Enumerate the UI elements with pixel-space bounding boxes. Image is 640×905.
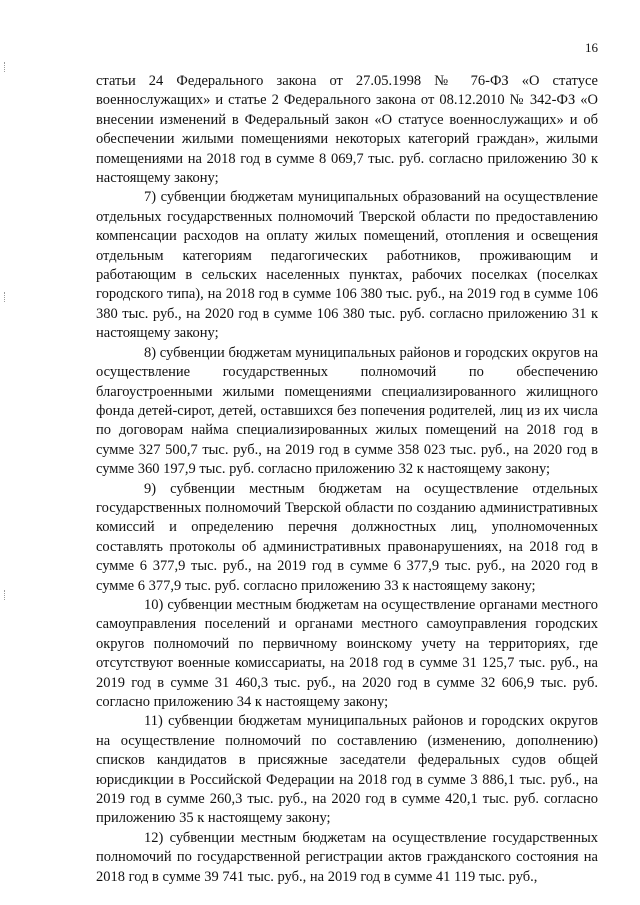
paragraph-item-7: 7) субвенции бюджетам муниципальных образований на осуществление отдельных государственных полномочий Тверской области по предоставлению компенсации расходов на оплату жилых помещений, отопления и освещения отдельным категориям педагогических работников, проживающим и работающим в сельских населенных пунктах, рабочих поселках (поселках городского типа), на 2018 год в сумме 106 380 тыс. руб., на 2019 год в сумме 106 380 тыс. руб., на 2020 год в сумме 106 380 тыс. руб. согласно приложению 31 к настоящему закону; (96, 189, 598, 342)
page-number: 16 (585, 40, 598, 55)
paragraph-continuation: статьи 24 Федерального закона от 27.05.1998 № 76-ФЗ «О статусе военнослужащих» и статье 2 Федерального закона от 08.12.2010 № 342-ФЗ «О внесении изменений в Федеральный закон «О статусе военнослужащих» и об обеспечении жилыми помещениями некоторых категорий граждан», жилыми помещениями на 2018 год в сумме 8 069,7 тыс. руб. согласно приложению 30 к настоящему закону; (96, 73, 598, 187)
paragraph-item-10: 10) субвенции местным бюджетам на осуществление органами местного самоуправления поселений и органами местного самоуправления городских округов полномочий по первичному воинскому учету на территориях, где отсутствуют военные комиссариаты, на 2018 год в сумме 31 125,7 тыс. руб., на 2019 год в сумме 31 460,3 тыс. руб., на 2020 год в сумме 32 606,9 тыс. руб. согласно приложению 34 к настоящему закону; (96, 596, 598, 710)
paragraph-item-8: 8) субвенции бюджетам муниципальных районов и городских округов на осуществление государственных полномочий по обеспечению благоустроенными жилыми помещениями специализированного жилищного фонда детей-сирот, детей, оставшихся без попечения родителей, лиц из их числа по договорам найма специализированных жилых помещений на 2018 год в сумме 327 500,7 тыс. руб., на 2019 год в сумме 358 023 тыс. руб., на 2020 год в сумме 360 197,9 тыс. руб. согласно приложению 32 к настоящему закону; (96, 344, 598, 478)
binding-hole-mark (4, 62, 8, 72)
binding-hole-mark (4, 292, 8, 302)
paragraph-item-11: 11) субвенции бюджетам муниципальных районов и городских округов на осуществление полномочий по составлению (изменению, дополнению) списков кандидатов в присяжные заседатели федеральных судов общей юрисдикции в Российской Федерации на 2018 год в сумме 3 886,1 тыс. руб., на 2019 год в сумме 260,3 тыс. руб., на 2020 год в сумме 420,1 тыс. руб. согласно приложению 35 к настоящему закону; (96, 713, 598, 827)
paragraph-item-9: 9) субвенции местным бюджетам на осуществление отдельных государственных полномочий Тверской области по созданию административных комиссий и определению перечня должностных лиц, уполномоченных составлять протоколы об административных правонарушениях, на 2018 год в сумме 6 377,9 тыс. руб., на 2019 год в сумме 6 377,9 тыс. руб., на 2020 год в сумме 6 377,9 тыс. руб. согласно приложению 33 к настоящему закону; (96, 480, 598, 594)
binding-hole-mark (4, 590, 8, 600)
paragraph-item-12: 12) субвенции местным бюджетам на осуществление государственных полномочий по государственной регистрации актов гражданского состояния на 2018 год в сумме 39 741 тыс. руб., на 2019 год в сумме 41 119 тыс. руб., (96, 829, 598, 885)
document-body (96, 72, 598, 887)
